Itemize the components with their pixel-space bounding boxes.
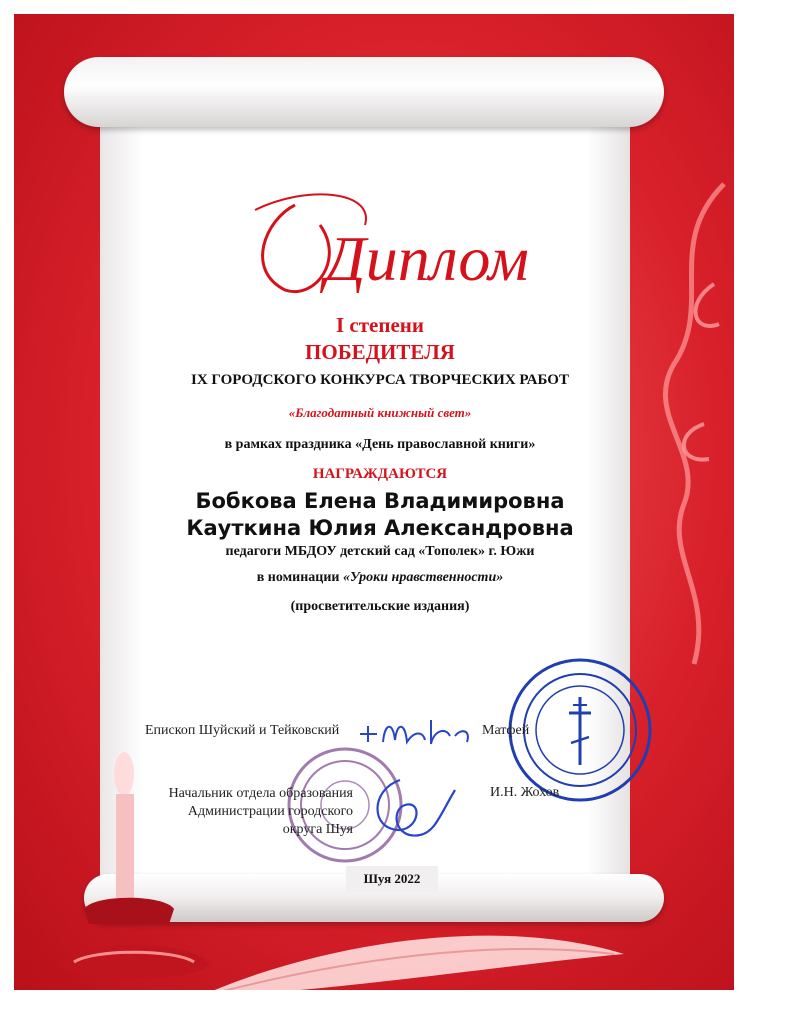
teachers-line: педагоги МБДОУ детский сад «Тополек» г. Южи [225, 544, 535, 559]
contest-name: «Благодатный книжный свет» [288, 405, 472, 420]
winner-label: ПОБЕДИТЕЛЯ [305, 340, 455, 364]
holiday-line: в рамках праздника «День православной книги» [224, 437, 536, 452]
contest-title: IX ГОРОДСКОГО КОНКУРСА ТВОРЧЕСКИХ РАБОТ [191, 372, 569, 388]
nomination-line [130, 570, 630, 586]
scroll-top-roll [64, 57, 664, 127]
diploma-title-text: Диплом [325, 223, 529, 294]
feather-icon [194, 914, 624, 990]
nomination-name: «Уроки нравственности» [342, 570, 504, 585]
head-title-line-3: округа Шуя [282, 822, 353, 837]
category-line: (просветительские издания) [290, 599, 470, 614]
nomination-prefix: в номинации [256, 570, 343, 585]
degree: I степени [336, 313, 424, 337]
head-signature-icon [360, 770, 460, 850]
bishop-signature-icon [355, 712, 475, 752]
candle-icon [54, 734, 214, 990]
diploma-title [225, 180, 555, 305]
bishop-name: Матфей [482, 723, 530, 738]
awardee-2: Кауткина Юлия Александровна [186, 516, 574, 540]
head-title-line-2: Администрации городского [187, 804, 353, 819]
place-year: Шуя 2022 [346, 866, 438, 892]
head-title [150, 785, 353, 839]
awarded-label: НАГРАЖДАЮТСЯ [312, 466, 448, 482]
head-title-line-1: Начальник отдела образования [168, 786, 353, 801]
head-name: И.Н. Жохов [490, 785, 560, 800]
awardee-1: Бобкова Елена Владимировна [195, 489, 565, 513]
bishop-title: Епископ Шуйский и Тейковский [145, 723, 340, 738]
